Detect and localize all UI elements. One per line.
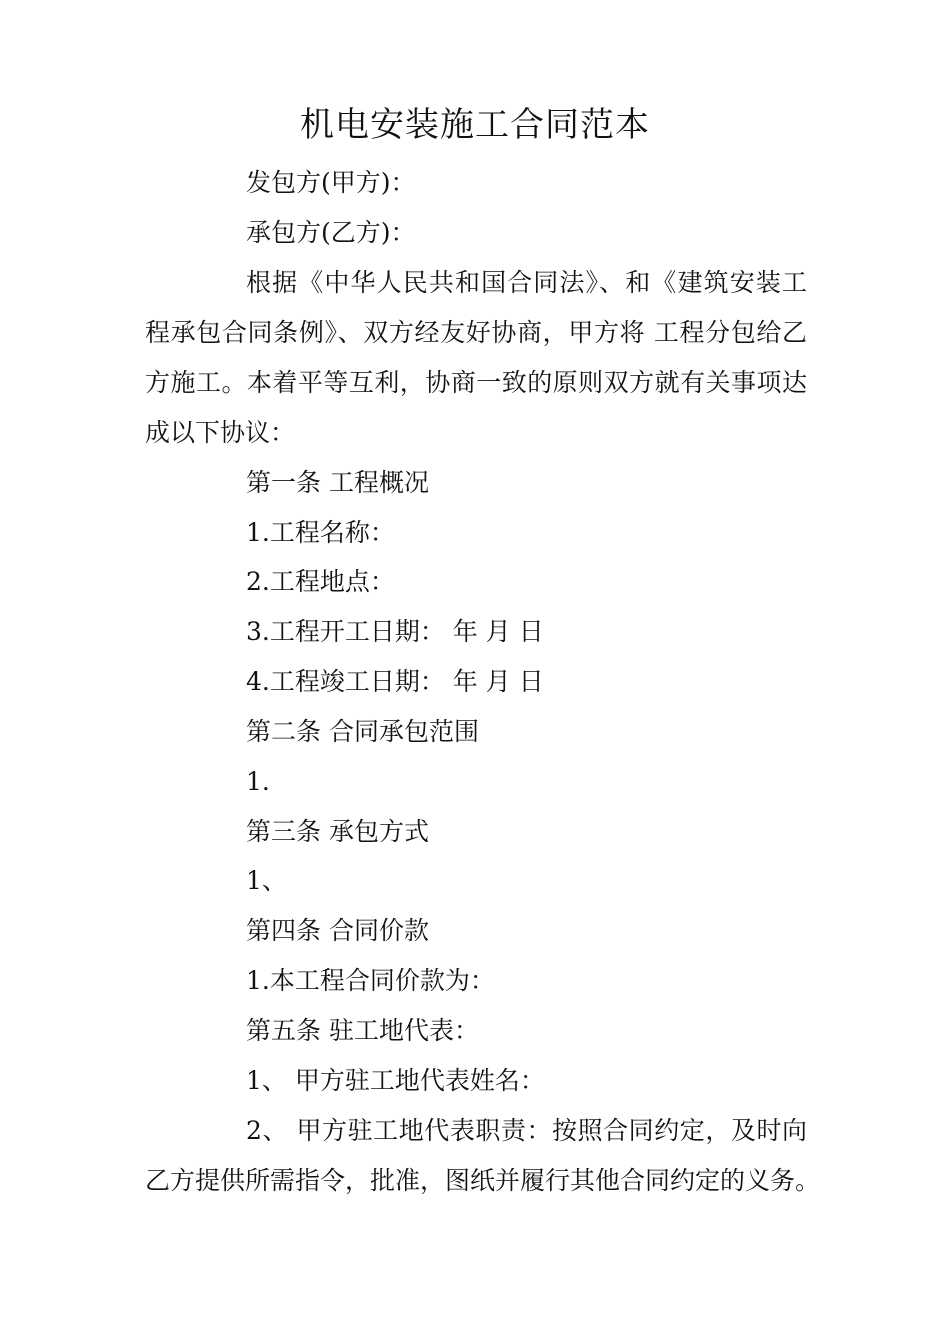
article-3-item-1: 1、 [246, 866, 287, 895]
article-4-heading: 第四条 合同价款 [246, 916, 429, 945]
article-3-heading: 第三条 承包方式 [246, 817, 429, 846]
article-1-item-4: 4.工程竣工日期： 年 月 日 [246, 667, 544, 696]
article-5-heading: 第五条 驻工地代表： [246, 1016, 479, 1045]
article-1-heading: 第一条 工程概况 [246, 468, 429, 497]
article-4-item-1: 1.本工程合同价款为： [246, 966, 495, 995]
article-1-item-1: 1.工程名称： [246, 518, 395, 547]
party-b-line: 承包方(乙方)： [246, 218, 416, 247]
preamble-line-1: 根据《中华人民共和国合同法》、和《建筑安装工 [246, 268, 807, 297]
article-1-item-3: 3.工程开工日期： 年 月 日 [246, 617, 544, 646]
article-2-heading: 第二条 合同承包范围 [246, 717, 479, 746]
article-5-item-2: 2、 甲方驻工地代表职责：按照合同约定，及时向 [246, 1116, 807, 1145]
article-5-item-2-continuation: 乙方提供所需指令，批准，图纸并履行其他合同约定的义务。 [145, 1166, 821, 1195]
preamble-line-2: 程承包合同条例》、双方经友好协商，甲方将 工程分包给乙 [145, 318, 807, 347]
party-a-line: 发包方(甲方)： [246, 168, 416, 197]
article-2-item-1: 1. [246, 767, 270, 796]
preamble-line-4: 成以下协议： [145, 418, 296, 447]
document-title: 机电安装施工合同范本 [300, 105, 650, 145]
article-1-item-2: 2.工程地点： [246, 567, 395, 596]
article-5-item-1: 1、 甲方驻工地代表姓名： [246, 1066, 545, 1095]
preamble-line-3: 方施工。本着平等互利，协商一致的原则双方就有关事项达 [145, 368, 807, 397]
